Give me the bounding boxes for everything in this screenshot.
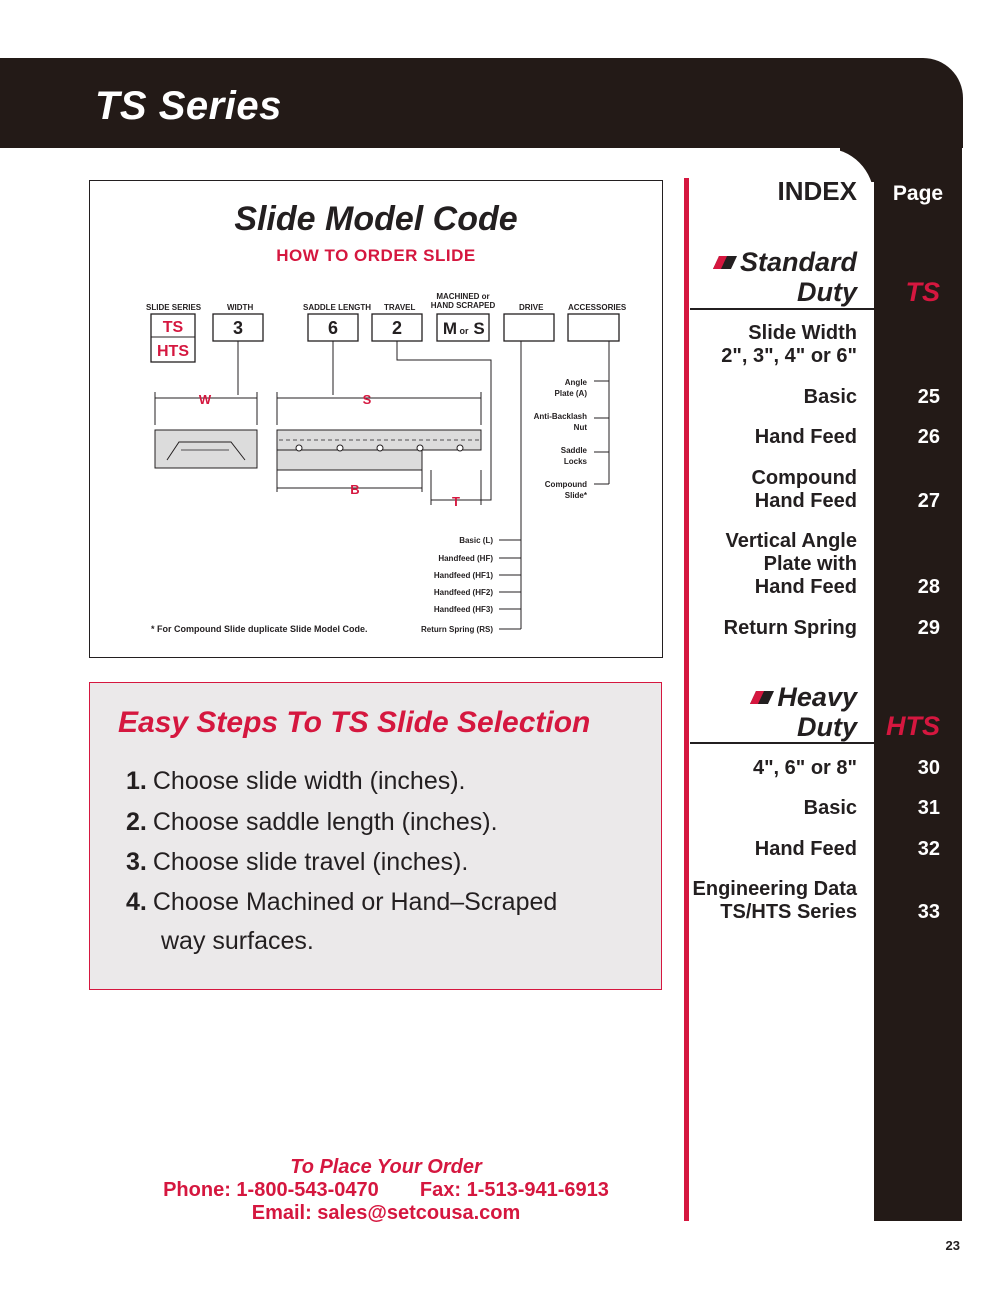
page-basic: 25 <box>917 386 940 408</box>
acc-backlash-1: Anti-Backlash <box>533 412 587 421</box>
series-hts: HTS <box>157 343 189 360</box>
index-heavy-basic[interactable]: Basic <box>803 797 857 819</box>
acc-saddle-1: Saddle <box>560 446 587 455</box>
acc-compound-1: Compound <box>544 480 587 489</box>
step-3 <box>126 847 468 877</box>
drive-basic: Basic (L) <box>459 536 493 545</box>
page-number: 23 <box>945 1238 960 1253</box>
step-3-num: 3. <box>126 848 147 876</box>
index-return-spring[interactable]: Return Spring <box>723 617 857 639</box>
box-drive <box>504 314 554 341</box>
label-slide-series: SLIDE SERIES <box>146 303 202 312</box>
acc-backlash-2: Nut <box>573 423 587 432</box>
drive-hf1: Handfeed (HF1) <box>433 571 493 580</box>
drive-hf3: Handfeed (HF3) <box>433 605 493 614</box>
width-value: 3 <box>232 318 244 338</box>
drive-rs: Return Spring (RS) <box>421 625 493 634</box>
order-contact <box>86 1179 686 1202</box>
index-vertical-line1: Vertical Angle <box>725 530 857 552</box>
index-hand-feed[interactable]: Hand Feed <box>754 426 857 448</box>
index-compound-line1: Compound <box>751 467 857 489</box>
dim-w: W <box>198 392 212 407</box>
section-standard-duty <box>690 247 857 307</box>
label-machined-1: MACHINED or <box>436 292 490 301</box>
standard-line2: Duty <box>797 277 857 307</box>
page-heavy-basic: 31 <box>917 797 940 819</box>
model-code-title: Slide Model Code <box>234 200 518 238</box>
index-engineering-data[interactable] <box>680 878 857 924</box>
label-accessories: ACCESSORIES <box>568 303 627 312</box>
step-4-num: 4. <box>126 888 147 916</box>
index-slide-width-line1: Slide Width <box>748 322 857 344</box>
order-heading: To Place Your Order <box>290 1156 482 1178</box>
index-compound-hand-feed[interactable] <box>690 467 857 513</box>
standard-code: TS <box>905 277 940 307</box>
dim-t: T <box>452 494 460 509</box>
index-engineering-line2: TS/HTS Series <box>720 901 857 923</box>
heavy-code: HTS <box>886 711 940 741</box>
step-1 <box>126 766 466 796</box>
slide-side-view <box>277 430 481 470</box>
saddle-value: 6 <box>327 318 339 338</box>
heavy-rule <box>690 742 874 744</box>
page-heading: Page <box>892 182 944 205</box>
label-saddle-length: SADDLE LENGTH <box>303 303 371 312</box>
acc-saddle-2: Locks <box>563 457 587 466</box>
index-vertical-line2: Plate with <box>763 553 857 575</box>
page-engineering: 33 <box>917 901 940 923</box>
index-engineering-line1: Engineering Data <box>692 878 857 900</box>
flag-icon <box>713 256 737 269</box>
index-heavy-width[interactable]: 4", 6" or 8" <box>752 757 857 779</box>
acc-angle-2: Plate (A) <box>554 389 587 398</box>
index-compound-line2: Hand Feed <box>754 490 857 512</box>
acc-compound-2: Slide* <box>564 491 587 500</box>
label-drive: DRIVE <box>519 303 544 312</box>
step-2-num: 2. <box>126 808 147 836</box>
step-4 <box>126 887 557 917</box>
step-4-text: Choose Machined or Hand–Scraped <box>152 888 558 916</box>
standard-line1: Standard <box>739 247 857 277</box>
drive-hf2: Handfeed (HF2) <box>433 588 493 597</box>
flag-icon <box>750 691 774 704</box>
index-slide-width-line2: 2", 3", 4" or 6" <box>721 345 857 367</box>
heavy-line2: Duty <box>797 712 857 742</box>
label-width: WIDTH <box>227 303 254 312</box>
page-title: TS Series <box>95 84 282 128</box>
machined-or: or <box>459 326 469 336</box>
standard-rule <box>690 308 874 310</box>
order-fax: Fax: 1-513-941-6913 <box>419 1179 609 1201</box>
page-column <box>874 148 962 1221</box>
series-ts: TS <box>162 319 184 336</box>
dim-b: B <box>350 482 360 497</box>
index-slide-width[interactable] <box>690 322 857 368</box>
travel-value: 2 <box>391 318 403 338</box>
label-travel: TRAVEL <box>384 303 416 312</box>
step-4-continued: way surfaces. <box>161 927 314 955</box>
page-hand-feed: 26 <box>917 426 940 448</box>
step-1-num: 1. <box>126 767 147 795</box>
machined-s: S <box>473 319 485 338</box>
index-vertical-line3: Hand Feed <box>754 576 857 598</box>
order-phone: Phone: 1-800-543-0470 <box>163 1179 379 1201</box>
machined-m: M <box>442 319 458 338</box>
page-vertical: 28 <box>917 576 940 598</box>
step-1-text: Choose slide width (inches). <box>152 767 466 795</box>
red-divider <box>684 178 689 1221</box>
page-compound: 27 <box>917 490 940 512</box>
page-heavy-hand-feed: 32 <box>917 838 940 860</box>
page-return-spring: 29 <box>917 617 940 639</box>
order-email[interactable]: Email: sales@setcousa.com <box>251 1202 521 1224</box>
index-vertical-angle[interactable] <box>690 530 857 599</box>
heavy-line1: Heavy <box>777 682 857 712</box>
model-code-subtitle: HOW TO ORDER SLIDE <box>276 246 476 265</box>
page-heavy-width: 30 <box>917 757 940 779</box>
index-heavy-hand-feed[interactable]: Hand Feed <box>754 838 857 860</box>
model-code-diagram <box>89 180 663 658</box>
step-2 <box>126 807 498 837</box>
step-3-text: Choose slide travel (inches). <box>152 848 469 876</box>
index-heading: INDEX <box>777 176 857 206</box>
label-machined-2: HAND SCRAPED <box>430 301 496 310</box>
dim-s: S <box>362 392 372 407</box>
slide-end-view <box>155 430 257 468</box>
step-2-text: Choose saddle length (inches). <box>152 808 498 836</box>
acc-angle-1: Angle <box>564 378 587 387</box>
section-heavy-duty <box>690 682 857 742</box>
steps-title: Easy Steps To TS Slide Selection <box>118 706 591 739</box>
index-basic[interactable]: Basic <box>803 386 857 408</box>
box-accessories <box>568 314 619 341</box>
model-footnote: * For Compound Slide duplicate Slide Model Code. <box>151 624 368 634</box>
drive-hf: Handfeed (HF) <box>438 554 493 563</box>
